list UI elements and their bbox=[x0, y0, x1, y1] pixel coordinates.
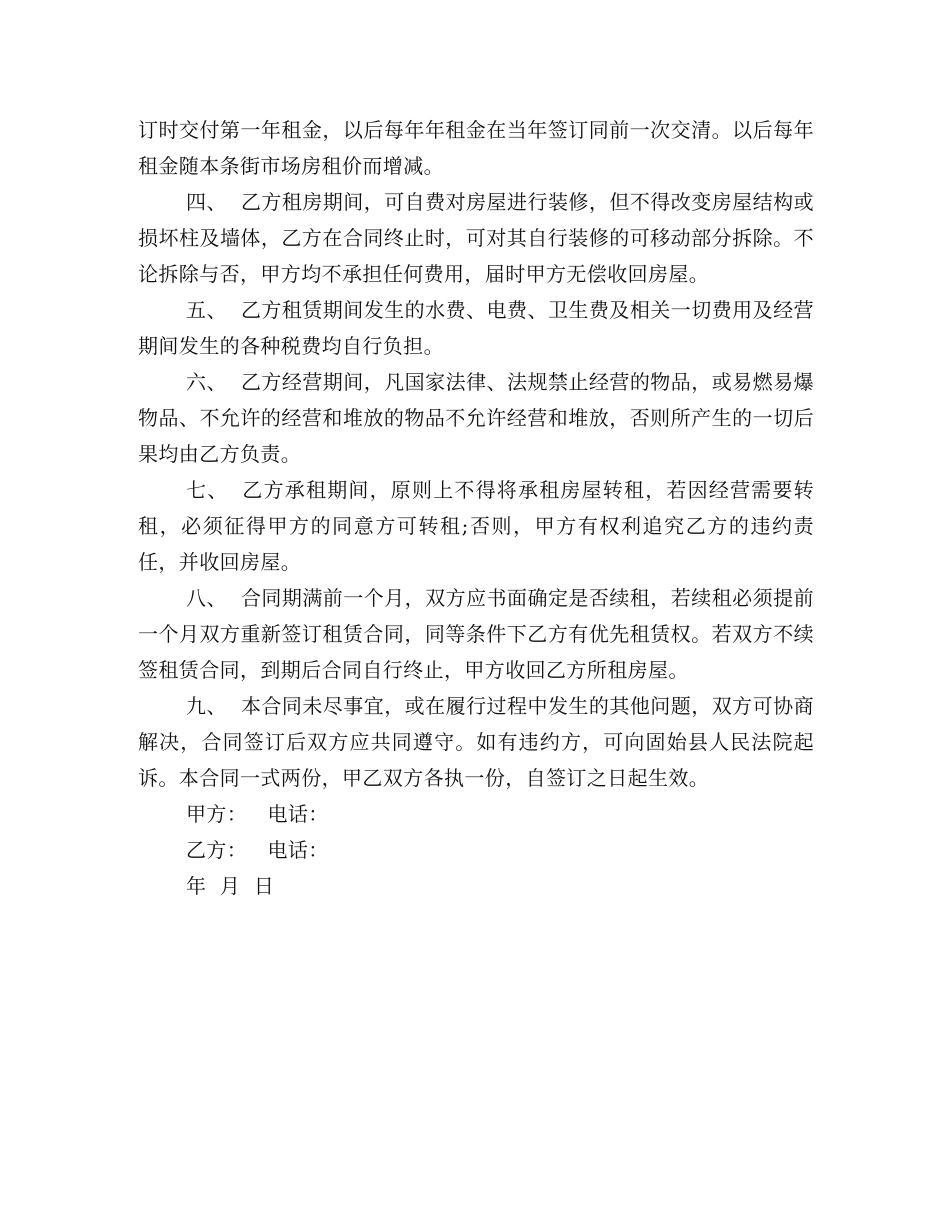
clause-9 bbox=[138, 688, 814, 796]
clause-number: 八、 bbox=[186, 586, 227, 610]
clause-text: 本合同未尽事宜，或在履行过程中发生的其他问题，双方可协商解决，合同签订后双方应共同遵守。如有违约方，可向固始县人民法院起诉。本合同一式两份，甲乙双方各执一份，自签订之日起生效。 bbox=[138, 694, 814, 790]
clause-text: 乙方租房期间，可自费对房屋进行装修，但不得改变房屋结构或损坏柱及墙体，乙方在合同终止时，可对其自行装修的可移动部分拆除。不论拆除与否，甲方均不承担任何费用，届时甲方无偿收回房屋。 bbox=[138, 190, 814, 286]
signing-date-line: 年 月 日 bbox=[186, 874, 275, 898]
document-body bbox=[138, 112, 814, 904]
party-a-signature-line: 甲方： 电话： bbox=[186, 802, 329, 826]
clause-number: 七、 bbox=[186, 478, 229, 502]
clause-number: 五、 bbox=[186, 298, 227, 322]
clause-text: 乙方经营期间，凡国家法律、法规禁止经营的物品，或易燃易爆物品、不允许的经营和堆放的物品不允许经营和堆放，否则所产生的一切后果均由乙方负责。 bbox=[138, 370, 814, 466]
clause-8 bbox=[138, 580, 814, 688]
clause-number: 六、 bbox=[186, 370, 227, 394]
clause-text: 乙方租赁期间发生的水费、电费、卫生费及相关一切费用及经营期间发生的各种税费均自行负担。 bbox=[138, 298, 814, 358]
clause-number: 四、 bbox=[186, 190, 227, 214]
clause-7 bbox=[138, 472, 814, 580]
clause-4 bbox=[138, 184, 814, 292]
clause-6 bbox=[138, 364, 814, 472]
clause-number: 九、 bbox=[186, 694, 227, 718]
clause-text: 乙方承租期间，原则上不得将承租房屋转租，若因经营需要转租，必须征得甲方的同意方可转租;否则，甲方有权利追究乙方的违约责任，并收回房屋。 bbox=[138, 478, 814, 574]
party-b-signature-line: 乙方： 电话： bbox=[186, 838, 329, 862]
clause-5 bbox=[138, 292, 814, 364]
clause-text: 合同期满前一个月，双方应书面确定是否续租，若续租必须提前一个月双方重新签订租赁合同，同等条件下乙方有优先租赁权。若双方不续签租赁合同，到期后合同自行终止，甲方收回乙方所租房屋。 bbox=[138, 586, 814, 682]
intro-continuation-paragraph: 订时交付第一年租金，以后每年年租金在当年签订同前一次交清。以后每年租金随本条街市场房租价而增减。 bbox=[138, 118, 814, 178]
